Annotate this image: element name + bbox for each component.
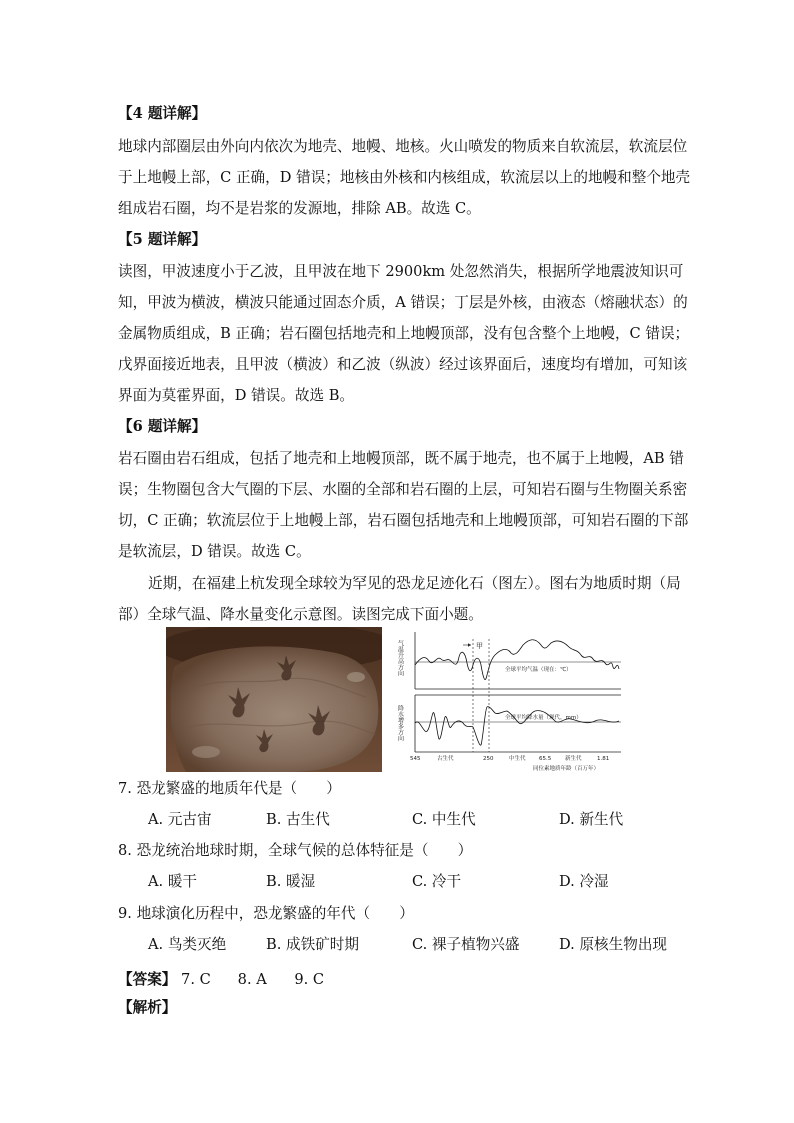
q4-heading: 【4 题详解】 xyxy=(118,105,207,122)
q8-option-c[interactable]: C. 冷干 xyxy=(412,873,462,890)
q9-option-d[interactable]: D. 原核生物出现 xyxy=(559,936,668,953)
intro-line-2: 部）全球气温、降水量变化示意图。读图完成下面小题。 xyxy=(118,606,483,623)
q4-line-1: 地球内部圈层由外向内依次为地壳、地幔、地核。火山喷发的物质来自软流层，软流层位 xyxy=(118,138,688,155)
precip-line-label: 全球平均降水量（现代，mm） xyxy=(505,715,582,721)
q5-heading: 【5 题详解】 xyxy=(118,231,207,248)
q5-line-3: 金属物质组成，B 正确；岩石圈包括地壳和上地幔顶部，没有包含整个上地幔，C 错误； xyxy=(118,325,690,342)
tick-65-5: 65.5 xyxy=(539,756,552,762)
q8-option-b[interactable]: B. 暖湿 xyxy=(266,873,316,890)
q5-line-2: 知，甲波为横波，横波只能通过固态介质，A 错误；丁层是外核，由液态（熔融状态）的 xyxy=(118,294,688,311)
answer-9: 9. C xyxy=(294,971,325,988)
q7-option-c[interactable]: C. 中生代 xyxy=(412,811,476,828)
tick-545: 545 xyxy=(410,756,421,762)
footprint-rock-drawing xyxy=(166,627,382,772)
marker-label: 甲 xyxy=(476,642,483,650)
tick-1-81: 1.81 xyxy=(597,756,610,762)
q9-option-a[interactable]: A. 鸟类灭绝 xyxy=(148,936,227,953)
x-axis-label: 同位素地质年龄（百万年） xyxy=(533,766,600,772)
q7-option-d[interactable]: D. 新生代 xyxy=(559,811,624,828)
q4-line-3: 组成岩石圈，均不是岩浆的发源地，排除 AB。故选 C。 xyxy=(118,200,481,217)
temp-line-label: 全球平均气温（现在：℃） xyxy=(505,667,572,673)
q8-option-a[interactable]: A. 暖干 xyxy=(148,873,198,890)
q9-stem: 9. 地球演化历程中，恐龙繁盛的年代（ ） xyxy=(118,905,414,922)
q6-line-2: 误；生物圈包含大气圈的下层、水圈的全部和岩石圈的上层，可知岩石圈与生物圈关系密 xyxy=(118,481,688,498)
tick-250: 250 xyxy=(483,756,494,762)
analysis-heading: 【解析】 xyxy=(118,999,177,1016)
marker-arrowhead-left xyxy=(468,643,471,647)
q6-line-3: 切，C 正确；软流层位于上地幔上部，岩石圈包括地壳和上地幔顶部，可知岩石圈的下部 xyxy=(118,512,689,529)
q6-heading: 【6 题详解】 xyxy=(118,418,207,435)
temperature-curve xyxy=(415,640,619,680)
era-cenozoic: 新生代 xyxy=(565,756,582,762)
precipitation-curve xyxy=(415,707,619,746)
q9-option-b[interactable]: B. 成铁矿时期 xyxy=(266,936,359,953)
q9-option-c[interactable]: C. 裸子植物兴盛 xyxy=(412,936,520,953)
q5-line-4: 戊界面接近地表，且甲波（横波）和乙波（纵波）经过该界面后，速度均有增加，可知该 xyxy=(118,356,688,373)
q6-line-1: 岩石圈由岩石组成，包括了地壳和上地幔顶部，既不属于地壳，也不属于上地幔，AB 错 xyxy=(118,450,684,467)
q7-stem: 7. 恐龙繁盛的地质年代是（ ） xyxy=(118,780,341,797)
q7-option-b[interactable]: B. 古生代 xyxy=(266,811,330,828)
q5-line-5: 界面为莫霍界面，D 错误。故选 B。 xyxy=(118,387,355,404)
q8-option-d[interactable]: D. 冷湿 xyxy=(559,873,609,890)
q7-option-a[interactable]: A. 元古宙 xyxy=(148,811,212,828)
answer-row xyxy=(118,968,324,989)
intro-line-1: 近期，在福建上杭发现全球较为罕见的恐龙足迹化石（图左）。图右为地质时期（局 xyxy=(148,575,681,592)
temp-axis-label: 气温升高方向 xyxy=(397,640,404,676)
era-mesozoic: 中生代 xyxy=(509,756,526,762)
q6-line-4: 是软流层，D 错误。故选 C。 xyxy=(118,543,311,560)
answer-7: 7. C xyxy=(181,971,211,988)
answer-8: 8. A xyxy=(237,971,267,988)
q4-line-2: 于上地幔上部，C 正确，D 错误；地核由外核和内核组成，软流层以上的地幔和整个地壳 xyxy=(118,169,691,186)
q8-stem: 8. 恐龙统治地球时期，全球气候的总体特征是（ ） xyxy=(118,842,473,859)
answer-label: 【答案】 xyxy=(118,971,177,988)
era-paleozoic: 古生代 xyxy=(437,756,454,762)
dinosaur-footprint-photo xyxy=(166,627,382,772)
precip-axis-label: 降水增多方向 xyxy=(397,705,404,741)
q5-line-1: 读图，甲波速度小于乙波，且甲波在地下 2900km 处忽然消失，根据所学地震波知识可 xyxy=(118,263,684,280)
climate-change-chart xyxy=(397,627,633,775)
